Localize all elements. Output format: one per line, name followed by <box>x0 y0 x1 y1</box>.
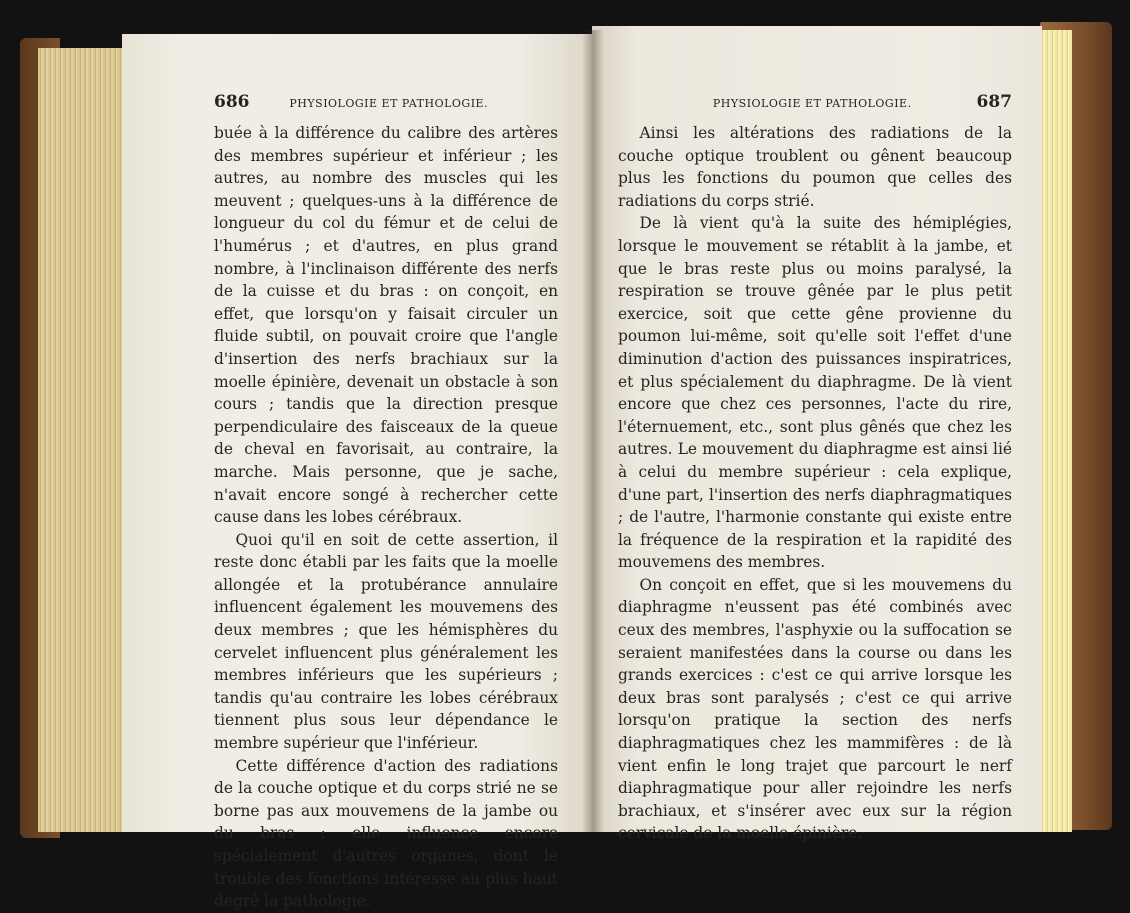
left-page-number: 686 <box>214 92 250 112</box>
book-gutter <box>582 30 604 832</box>
left-page-body <box>214 122 558 913</box>
right-page-number: 687 <box>976 92 1012 112</box>
right-page-header <box>618 92 1012 112</box>
paragraph: De là vient qu'à la suite des hémiplégies, lorsque le mouvement se rétablit à la jambe, et que le bras reste plus ou moins paralysé, la respiration se trouve gênée par le plus petit exercice, soit que cette gêne provienne du poumon lui-même, soit qu'elle soit l'effet d'une diminution d'action des puissances inspiratrices, et plus spécialement du diaphragme. De là vient encore que chez ces personnes, l'acte du rire, l'éternuement, etc., sont plus gênés que chez les autres. Le mouvement du diaphragme est ainsi lié à celui du membre supérieur : cela explique, d'une part, l'insertion des nerfs diaphragmatiques ; de l'autre, l'harmonie constante qui existe entre la fréquence de la respiration et la rapidité des mouvemens des membres. <box>618 214 1012 572</box>
left-page <box>122 34 592 911</box>
paragraph: Cette différence d'action des radiations de la couche optique et du corps strié ne se borne pas aux mouvemens de la jambe ou du bras ; elle influence encore spécialement d'autres organes, dont le trouble des fonctions intéresse au plus haut degré la pathologie. <box>214 756 558 911</box>
paragraph: Ainsi les altérations des radiations de la couche optique troublent ou gênent beaucoup plus les fonctions du poumon que celles des radiations du corps strié. <box>618 124 1012 210</box>
paragraph: buée à la différence du calibre des artères des membres supérieur et inférieur ; les autres, au nombre des muscles qui les meuvent ; quelques-uns à la différence de longueur du col du fémur et de celui de l'humérus ; et d'autres, en plus grand nombre, à l'inclinaison différente des nerfs de la cuisse et du bras : on conçoit, en effet, que lorsqu'on y faisait circuler un fluide subtil, on pouvait croire que l'angle d'insertion des nerfs brachiaux sur la moelle épinière, devenait un obstacle à son cours ; tandis que la direction presque perpendiculaire des faisceaux de la queue de cheval en favorisait, au contraire, la marche. Mais personne, que je sache, n'avait encore songé à rechercher cette cause dans les lobes cérébraux. <box>214 124 558 527</box>
right-page <box>592 26 1042 843</box>
left-running-title: PHYSIOLOGIE ET PATHOLOGIE. <box>289 97 489 110</box>
right-running-title: PHYSIOLOGIE ET PATHOLOGIE. <box>712 97 912 110</box>
paragraph: Quoi qu'il en soit de cette assertion, il reste donc établi par les faits que la moelle allongée et la protubérance annulaire influencent également les mouvemens des deux membres ; que les hémisphères du cervelet influencent plus généralement les membres inférieurs que les supérieurs ; tandis qu'au contraire les lobes cérébraux tiennent plus sous leur dépendance le membre supérieur que l'inférieur. <box>214 530 558 753</box>
page-edges-left <box>38 48 128 832</box>
right-page-body <box>618 122 1012 845</box>
left-page-header <box>214 92 558 112</box>
paragraph: On conçoit en effet, que si les mouvemens du diaphragme n'eussent pas été combinés avec ceux des membres, l'asphyxie ou la suffocation se seraient manifestées dans la course ou dans les grands exercices : c'est ce qui arrive lorsque les deux bras sont paralysés ; c'est ce qui arrive lorsqu'on pratique la section des nerfs diaphragmatiques chez les mammifères : de là vient enfin le long trajet que parcourt le nerf diaphragmatique pour aller rejoindre les nerfs brachiaux, et s'insérer avec eux sur la région cervicale de la moelle épinière. <box>618 575 1012 843</box>
